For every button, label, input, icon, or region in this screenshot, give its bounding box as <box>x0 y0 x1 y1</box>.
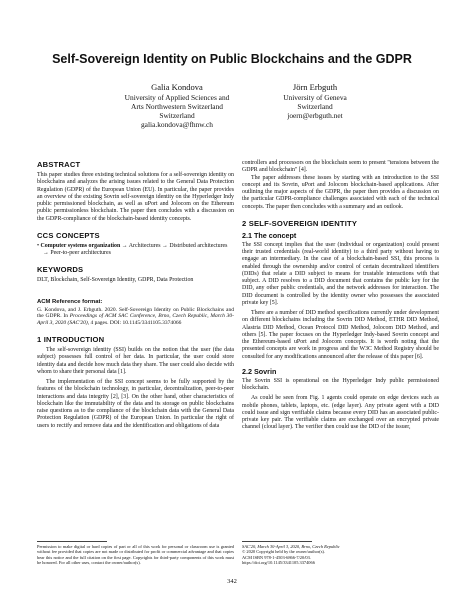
acm-reference-heading: ACM Reference format: <box>37 298 103 305</box>
author-2 <box>260 82 370 120</box>
section-2-heading: 2 SELF-SOVEREIGN IDENTITY <box>242 218 358 228</box>
subsection-2-1-heading: 2.1 The concept <box>242 230 297 240</box>
copyright-line: © 2020 Copyright held by the owner/author(s). <box>242 549 325 555</box>
page-number: 342 <box>227 578 237 585</box>
conference-line: SAC'20, March 30-April 3, 2020, Brno, Czech Republic <box>242 544 340 549</box>
intro-paragraph-3: The paper addresses these issues by starting with an introduction to the SSI concept and its Sovrin, uPort and Jolocom blockchain-based applications. After outlining the major aspects of the GDPR, the paper then provides a discussion on the particular GDPR-compliance challenges associated with each of the technical concepts. The paper then concludes with a summary and an outlook. <box>242 174 439 210</box>
author-email: galia.kondova@fhnw.ch <box>140 120 213 129</box>
ccs-heading: CCS CONCEPTS <box>37 230 100 240</box>
author-name: Galia Kondova <box>151 82 203 92</box>
intro-heading: 1 INTRODUCTION <box>37 335 105 345</box>
subsection-2-1-paragraph-2: There are a number of DID method specifications currently under development on different blockchains including the Sovrin DID Method, ETHR DID Method, Alastria DID Method, Ocean Protocol DID Method, Jolocom DID Method, and others [5]. The paper focuses on the Hyperledger Indy-based Sovrin concept and the Ethereum-based uPort and Jolocom concepts. It is worth noting that the presented concepts are work in progress and the W3C Method Registry should be consulted for any modifications announced after the release of this paper [6]. <box>242 310 439 360</box>
right-column <box>242 160 439 432</box>
author-1 <box>102 82 252 129</box>
subsection-2-2-heading: 2.2 Sovrin <box>242 366 277 376</box>
author-email: joern@erbguth.net <box>287 111 343 120</box>
author-affiliation: University of Applied Sciences and <box>124 93 230 102</box>
left-column <box>37 160 234 430</box>
ccs-item-rest: → Architectures → Distributed architectures → Peer-to-peer architectures <box>43 242 228 256</box>
doi-line: https://doi.org/10.1145/3341105.3374066 <box>242 559 315 565</box>
intro-paragraph-1: The self-sovereign identity (SSI) builds on the notion that the user (the data subject) possesses full control of her data. In particular, the user could store identity data and decide how much data they share. The user could also decide with whom to share their personal data [1]. <box>37 347 234 375</box>
acm-reference-end: , 4 pages. DOI: 10.1145/3341105.3374066 <box>87 320 182 327</box>
subsection-2-2-paragraph-2: As could be seen from Fig. 1 agents could operate on edge devices such as mobile phones, tablets, laptops, etc. (edge layer). Any private agent with a DID could issue and sign verifiable claims because every DID has an associated public-private key pair. The verifiable claims are exchanged over an encrypted private channel (cloud layer). The verifier then could use the DID of the issuer, <box>242 395 439 431</box>
author-country: Switzerland <box>159 111 195 120</box>
keywords-text: DLT, Blockchain, Self-Sovereign Identity, GDPR, Data Protection <box>37 277 194 284</box>
author-affiliation: University of Geneva <box>283 93 347 102</box>
abstract-text: This paper studies three existing technical solutions for a self-sovereign identity on blockchains and analyzes the arising issues related to the General Data Protection Regulation (GDPR) of the European Union (EU). In particular, the paper provides an overview of the existing Sovrin self-sovereign identity on the Hyperledger Indy public permissioned blockchain, as well as uPort and Jolocom on the Ethereum public permissionless blockchain. The paper then concludes with a discussion on the GDPR-compliance of the blockchain-based identity concepts. <box>37 172 234 222</box>
permission-footnote: Permission to make digital or hard copies of part or all of this work for personal or classroom use is granted without fee provided that copies are not made or distributed for profit or commercial advantage and that copies bear this notice and the full citation on the first page. Copyrights for third-party components of this work must be honored. For all other uses, contact the owner/author(s). <box>37 544 234 565</box>
intro-continuation: controllers and processors on the blockchain seem to present "tensions between the GDPR and blockchain" [4]. <box>242 160 439 174</box>
keywords-heading: KEYWORDS <box>37 265 84 275</box>
ccs-item: • Computer systems organization → Architectures → Distributed architectures → Peer-to-peer architectures <box>37 242 228 256</box>
acm-reference-italic: Proceedings of ACM SAC Conference, Brno, Czech Republic, March 30- April 3, 2020 (SAC'20) <box>37 313 234 327</box>
ccs-item-bold: Computer systems organization <box>40 242 121 249</box>
isbn-line: ACM ISBN 978-1-4503-6866-7/20/03. <box>242 554 311 560</box>
footnote-rule <box>242 541 312 542</box>
footnote-rule <box>37 541 107 542</box>
author-country: Switzerland <box>297 102 333 111</box>
author-name: Jörn Erbguth <box>292 82 338 92</box>
acm-reference-plain: G. Kondova, and J. Erbguth. 2020. Self-Sovereign Identity on Public Blockchains and the GDPR. In <box>37 306 234 320</box>
subsection-2-1-paragraph-1: The SSI concept implies that the user (individual or organization) could present their trusted credentials (real-world identity) to a third party without having to engage an intermediary. In the case of a blockchain-based SSI, this process is enabled through the ownership and/or control of certain decentralized identifiers (DIDs) that relate a DID subject to means for trustable interactions with that subject. A DID resolves to a DID document that contains the public key for the DID, any other public credentials, and the network addresses for interaction. The DID document is controlled by the identity owner who possesses the associated private key [5]. <box>242 241 439 306</box>
acm-reference-text <box>37 307 234 328</box>
author-affiliation: Arts Northwestern Switzerland <box>131 102 223 111</box>
intro-paragraph-2: The implementation of the SSI concept seems to be fully supported by the features of the blockchain technology, in particular, decentralization, peer-to-peer interactions and data integrity [2], [3]. On the other hand, other characteristics of blockchain like the immutability of the data and its storage on public blockchains raise questions as to the compliance of the blockchain data with the General Data Protection Regulation (GDPR) of the European Union. In particular the right of users to rectify and remove data and the identification and obligations of data <box>37 379 234 429</box>
paper-title: Self-Sovereign Identity on Public Blockchains and the GDPR <box>52 52 412 66</box>
abstract-heading: ABSTRACT <box>37 160 81 169</box>
copyright-footnote <box>242 544 439 565</box>
subsection-2-2-paragraph-1: The Sovrin SSI is operational on the Hyperledger Indy public permissioned blockchain. <box>242 377 439 391</box>
author-block <box>0 82 464 142</box>
